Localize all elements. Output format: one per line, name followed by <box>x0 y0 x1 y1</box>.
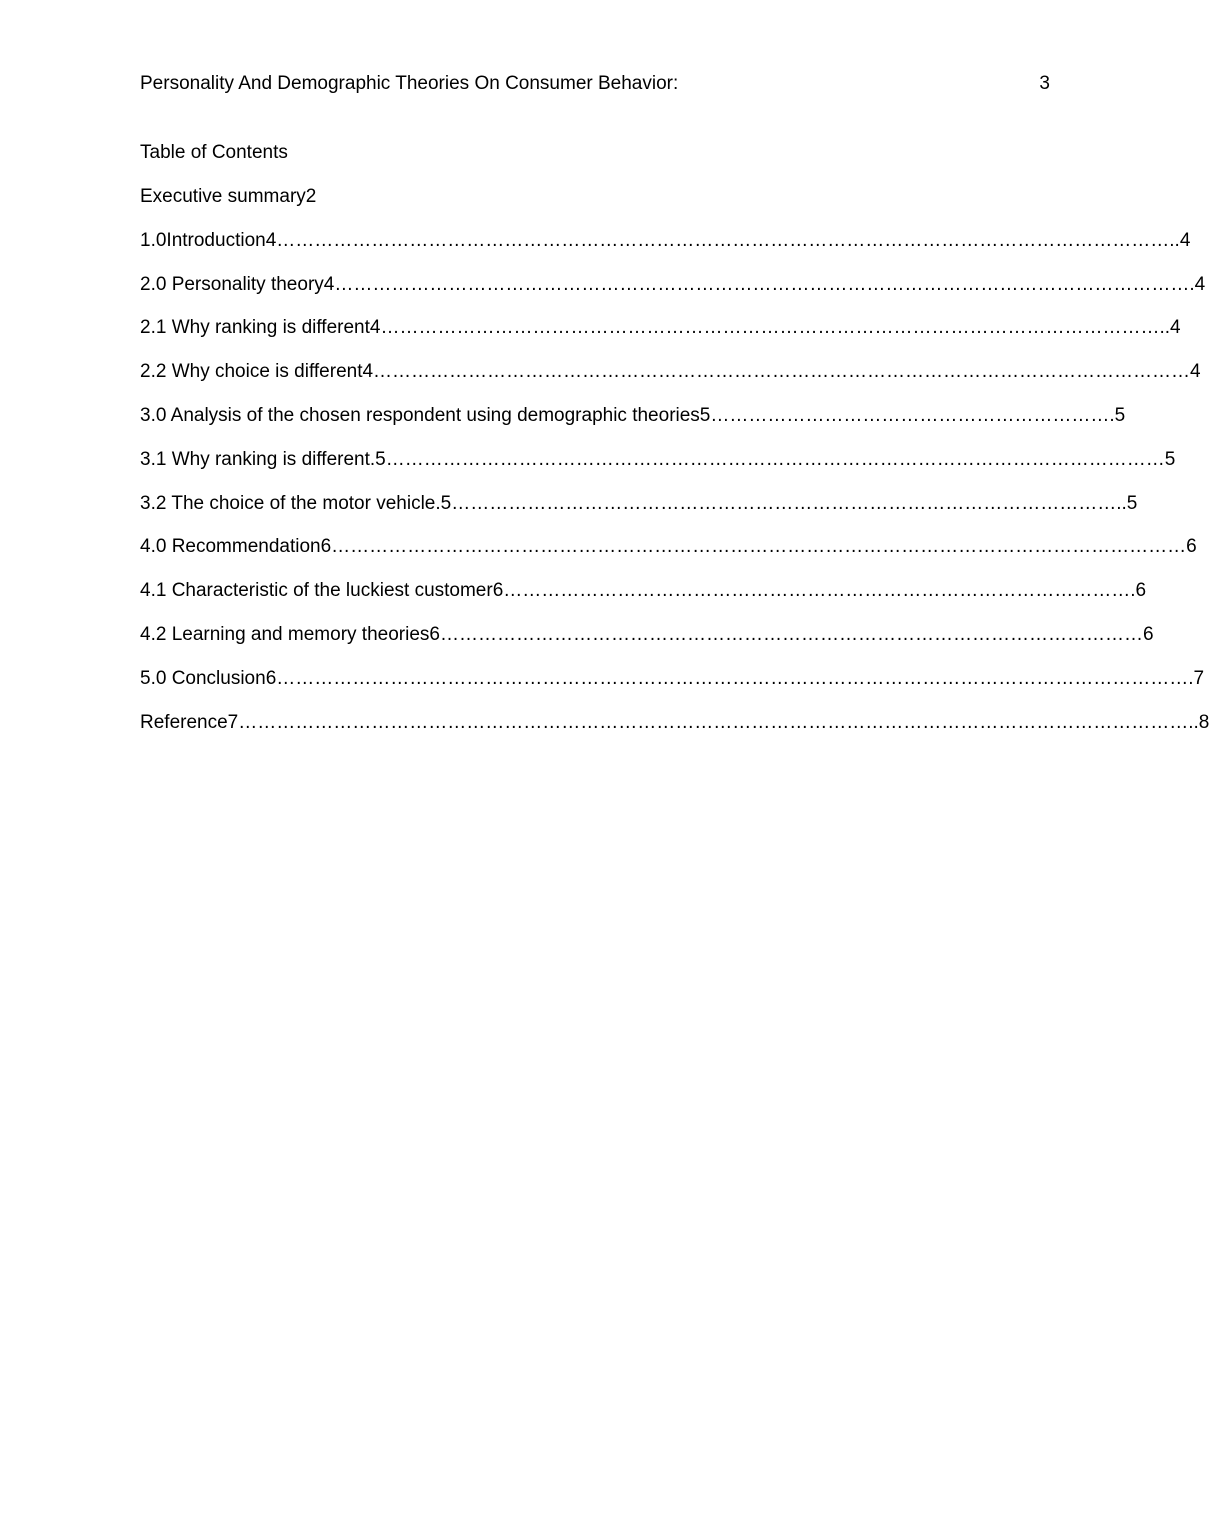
page-number: 3 <box>1039 73 1050 94</box>
running-title: Personality And Demographic Theories On Consumer Behavior: <box>140 73 679 94</box>
toc-entry-analysis-respondent[interactable]: 3.0 Analysis of the chosen respondent using demographic theories5……………………………………………………….5 <box>140 404 1126 426</box>
toc-entry-characteristic-customer[interactable]: 4.1 Characteristic of the luckiest customer6……………………………………………………………………………………….6 <box>140 580 1147 602</box>
toc-entry-learning-memory[interactable]: 4.2 Learning and memory theories6…………………………………………………………………………………………………6 <box>140 623 1154 645</box>
toc-entry-executive-summary[interactable]: Executive summary2 <box>140 186 317 207</box>
toc-entry-why-choice-different[interactable]: 2.2 Why choice is different4…………………………………………………………………………………………………………………4 <box>140 361 1201 383</box>
toc-entry-conclusion[interactable]: 5.0 Conclusion6……………………………………………………………………………………………………………………………….7 <box>140 667 1205 689</box>
toc-entry-introduction[interactable]: 1.0Introduction4……………………………………………………………………………………………………………………………..4 <box>140 229 1191 251</box>
toc-entry-why-ranking-different[interactable]: 2.1 Why ranking is different4……………………………………………………………………………………………………………..4 <box>140 317 1181 339</box>
toc-entry-personality-theory[interactable]: 2.0 Personality theory4……………………………………………………………………………………………………………………….4 <box>140 273 1206 295</box>
toc-entry-recommendation[interactable]: 4.0 Recommendation6………………………………………………………………………………………………………………………6 <box>140 536 1197 558</box>
running-header <box>140 72 1050 96</box>
toc-entry-reference[interactable]: Reference7……………………………………………………………………………………………………………………………………..8 <box>140 711 1209 733</box>
toc-heading: Table of Contents <box>140 142 288 163</box>
toc-entry-why-ranking-different-3-1[interactable]: 3.1 Why ranking is different.5……………………………………………………………………………………………………………5 <box>140 448 1176 470</box>
table-of-contents <box>140 140 1209 753</box>
toc-entry-choice-motor-vehicle[interactable]: 3.2 The choice of the motor vehicle.5……………………………………………………………………………………………..5 <box>140 492 1138 514</box>
